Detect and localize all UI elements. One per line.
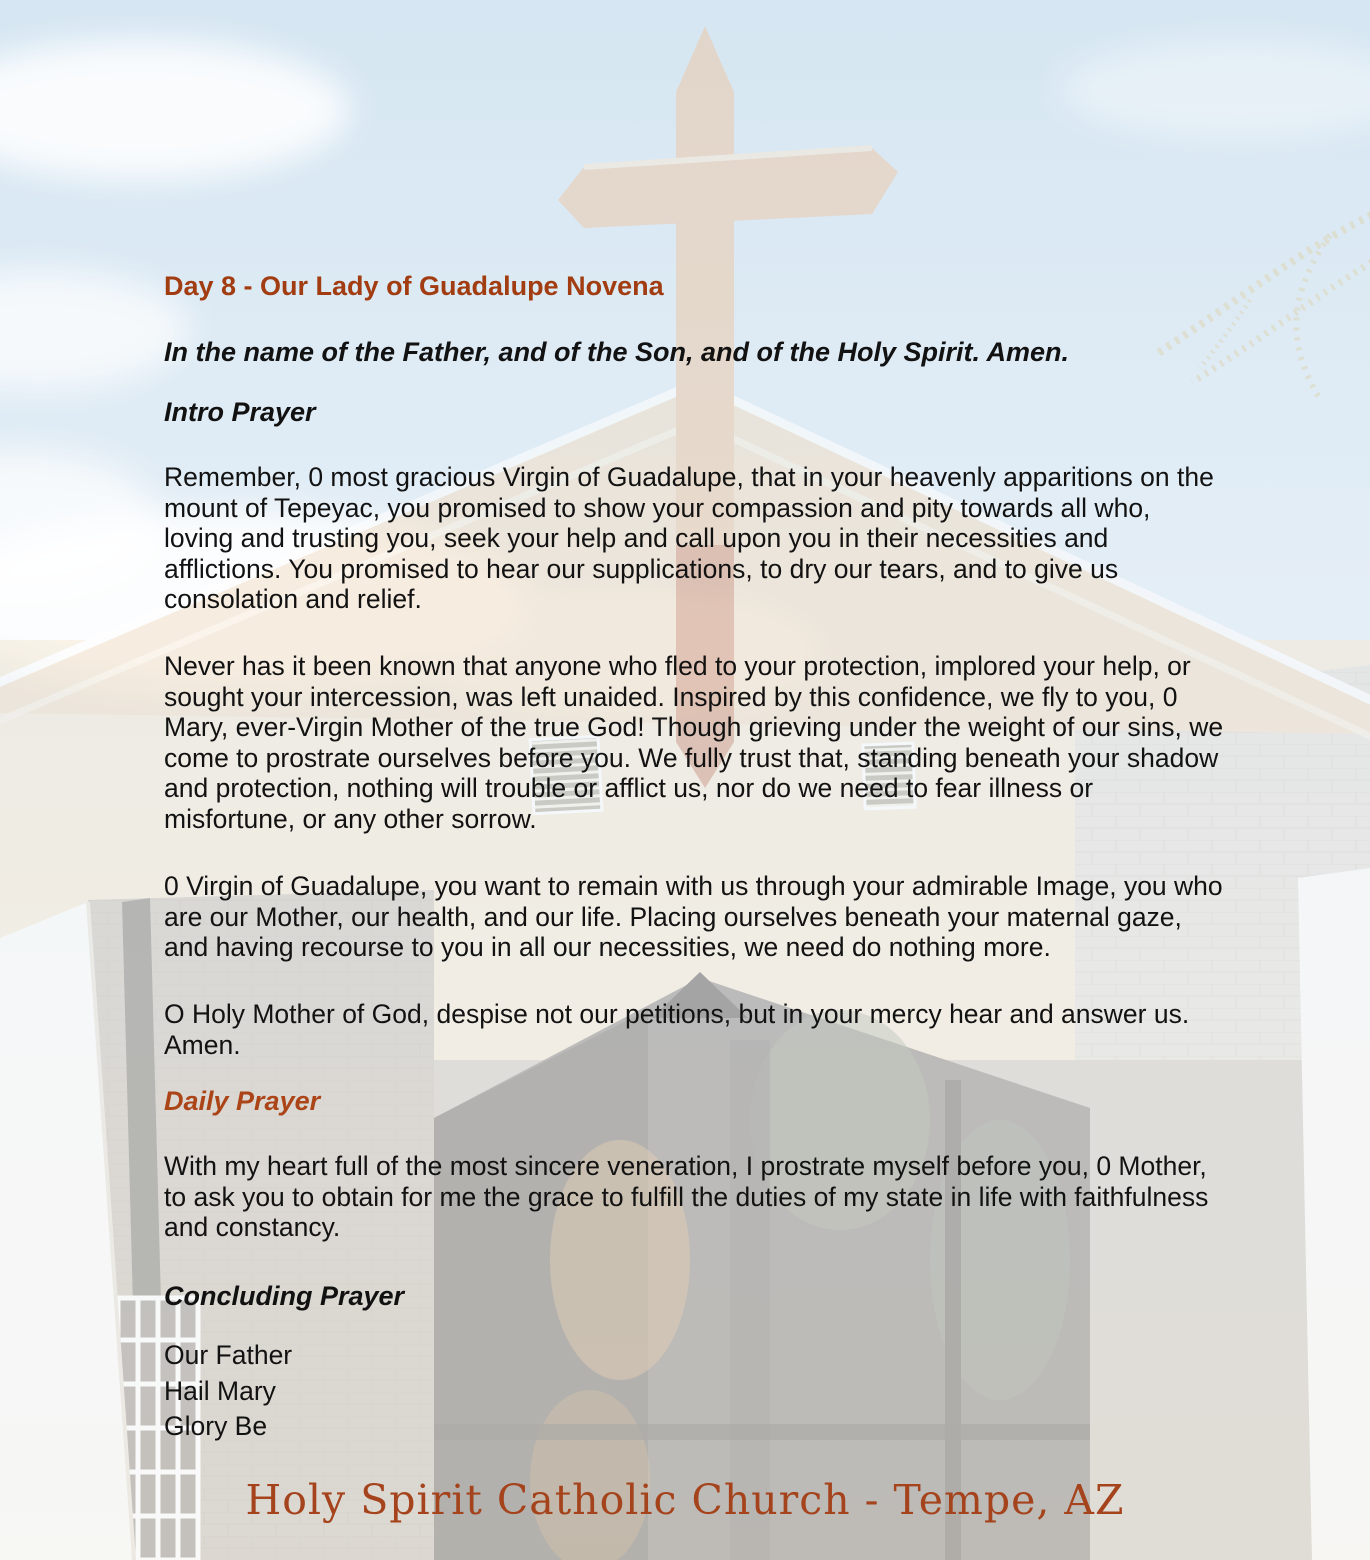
daily-prayer-paragraph: With my heart full of the most sincere veneration, I prostrate myself before you, 0 Mother, to ask you to obtain for me the grace to fulfill the duties of my state in life with faithfulness and constancy. [164, 1151, 1209, 1242]
church-name-footer: Holy Spirit Catholic Church - Tempe, AZ [245, 1476, 1125, 1524]
list-item: Our Father [164, 1340, 293, 1370]
daily-prayer-heading: Daily Prayer [164, 1086, 321, 1116]
intro-paragraph-4: O Holy Mother of God, despise not our petitions, but in your mercy hear and answer us. Amen. [164, 999, 1190, 1060]
concluding-prayer-heading: Concluding Prayer [164, 1281, 405, 1311]
intro-prayer-heading: Intro Prayer [164, 397, 316, 427]
list-item: Hail Mary [164, 1375, 276, 1406]
list-item: Glory Be [164, 1411, 268, 1441]
invocation-line: In the name of the Father, and of the Son, and of the Holy Spirit. Amen. [164, 337, 1070, 367]
intro-paragraph-1: Remember, 0 most gracious Virgin of Guadalupe, that in your heavenly apparitions on the mount of Tepeyac, you promised to show your compassion and pity towards all who, loving and trusting you, seek your help and call upon you in their necessities and afflictions. You promised to hear our supplications, to dry our tears, and to give us consolation and relief. [164, 462, 1214, 614]
intro-paragraph-2: Never has it been known that anyone who fled to your protection, implored your help, or sought your intercession, was left unaided. Inspired by this confidence, we fly to you, 0 Mary, ever-Virgin Mother of the true God! Though grieving under the weight of our sins, we come to prostrate ourselves before you. We fully trust that, standing beneath your shadow and protection, nothing will trouble or afflict us, nor do we need to fear illness or misfortune, or any other sorrow. [164, 651, 1224, 834]
concluding-prayer-list [164, 1338, 1224, 1445]
page-title: Day 8 - Our Lady of Guadalupe Novena [164, 271, 664, 301]
intro-paragraph-3: 0 Virgin of Guadalupe, you want to remain with us through your admirable Image, you who are our Mother, our health, and our life. Placing ourselves beneath your maternal gaze, and having recourse to you in all our necessities, we need do nothing more. [164, 871, 1223, 962]
